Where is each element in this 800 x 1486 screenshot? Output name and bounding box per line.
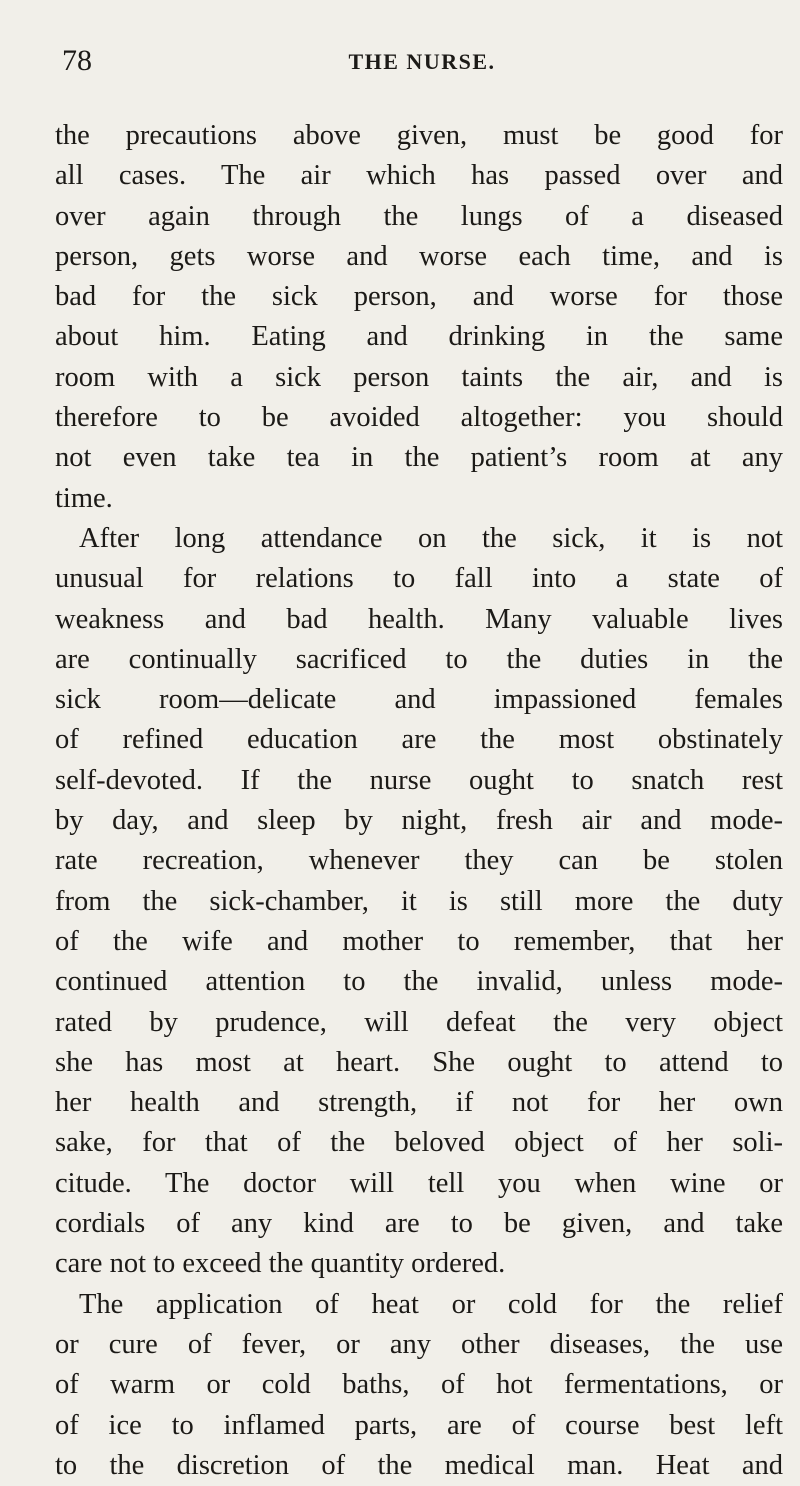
text-line: of refined education are the most obstinately — [55, 724, 783, 756]
text-line: by day, and sleep by night, fresh air and mode- — [55, 805, 783, 837]
running-title: THE NURSE. — [348, 49, 496, 74]
paragraph-first-line: The application of heat or cold for the relief — [79, 1288, 783, 1320]
text-line: of warm or cold baths, of hot fermentations, or — [55, 1369, 783, 1401]
text-line: continued attention to the invalid, unless mode- — [55, 966, 783, 998]
text-line: she has most at heart. She ought to attend to — [55, 1046, 783, 1078]
text-line: her health and strength, if not for her own — [55, 1087, 783, 1119]
text-line: are continually sacrificed to the duties in the — [55, 643, 783, 675]
text-line: person, gets worse and worse each time, and is — [55, 240, 783, 272]
text-line: of the wife and mother to remember, that her — [55, 925, 783, 957]
body-text — [55, 116, 783, 1486]
text-line: citude. The doctor will tell you when wine or — [55, 1167, 783, 1199]
text-line: all cases. The air which has passed over and — [55, 160, 783, 192]
text-line: rated by prudence, will defeat the very object — [55, 1006, 783, 1038]
text-line: room with a sick person taints the air, and is — [55, 361, 783, 393]
text-line: unusual for relations to fall into a state of — [55, 563, 783, 595]
text-line: the precautions above given, must be good for — [55, 120, 783, 151]
paragraph-first-line: After long attendance on the sick, it is not — [79, 522, 783, 554]
text-line: sick room—delicate and impassioned females — [55, 684, 783, 716]
text-line: bad for the sick person, and worse for those — [55, 281, 783, 313]
page-number: 78 — [62, 44, 92, 77]
text-line: weakness and bad health. Many valuable lives — [55, 603, 783, 635]
text-line: time. — [55, 482, 113, 514]
text-line: therefore to be avoided altogether: you should — [55, 402, 783, 434]
page-header — [62, 44, 782, 94]
text-line: from the sick-chamber, it is still more the duty — [55, 885, 783, 917]
text-line: about him. Eating and drinking in the same — [55, 321, 783, 353]
text-line: of ice to inflamed parts, are of course best left — [55, 1409, 783, 1441]
text-line: self-devoted. If the nurse ought to snatch rest — [55, 764, 783, 796]
text-line: rate recreation, whenever they can be stolen — [55, 845, 783, 877]
text-line: care not to exceed the quantity ordered. — [55, 1248, 506, 1280]
text-line: to the discretion of the medical man. Heat and — [55, 1449, 783, 1481]
text-line: cordials of any kind are to be given, and take — [55, 1208, 783, 1240]
text-line: sake, for that of the beloved object of her soli- — [55, 1127, 783, 1159]
text-line: over again through the lungs of a diseased — [55, 200, 783, 232]
text-line: not even take tea in the patient’s room at any — [55, 442, 783, 474]
text-line: or cure of fever, or any other diseases, the use — [55, 1328, 783, 1360]
